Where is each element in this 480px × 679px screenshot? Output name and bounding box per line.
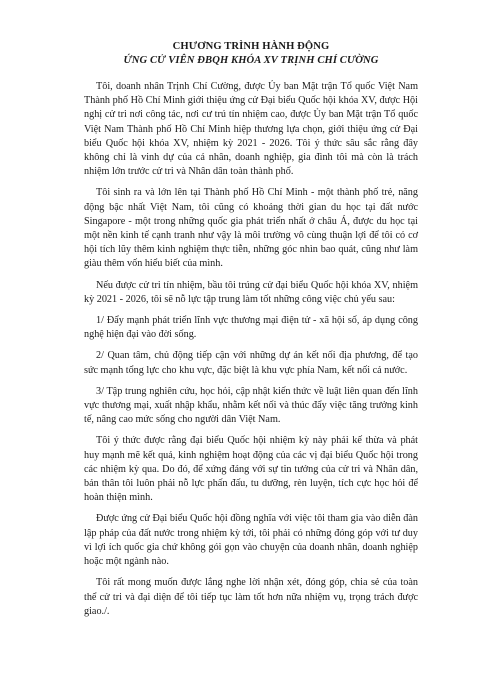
- paragraph-commitment: Nếu được cử tri tín nhiệm, bầu tôi trúng cử đại biểu Quốc hội khóa XV, nhiệm kỳ 2021 - 2026, tôi sẽ nỗ lực tập trung làm tốt những công việc chủ yếu sau:: [84, 279, 418, 305]
- paragraph-item-1: 1/ Đẩy mạnh phát triển lĩnh vực thương mại điện tử - xã hội số, áp dụng công nghệ hiện đại vào đời sống.: [84, 315, 418, 341]
- paragraph-background: Tôi sinh ra và lớn lên tại Thành phố Hồ Chí Minh - một thành phố trẻ, năng động bậc nhất Việt Nam, tôi cũng có khoảng thời gian du học tại đất nước Singapore - một trong những quốc gia phát triển nhất ở châu Á, được du học tại một nền kinh tế cạnh tranh như vậy là môi trường vô cùng thuận lợi để tôi có cơ hội tích lũy thêm kinh nghiệm thực tiễn, những góc nhìn bao quát, cũng như làm giàu thêm vốn hiểu biết của mình.: [84, 187, 418, 270]
- document-title: CHƯƠNG TRÌNH HÀNH ĐỘNG: [172, 41, 330, 52]
- document-subtitle: ỨNG CỬ VIÊN ĐBQH KHÓA XV TRỊNH CHÍ CƯỜNG: [123, 55, 379, 66]
- paragraph-item-3: 3/ Tập trung nghiên cứu, học hỏi, cập nhật kiến thức về luật liên quan đến lĩnh vực thương mại, xuất nhập khẩu, nhằm kết nối và thúc đẩy việc tăng trưởng kinh tế, nâng cao mức sống cho người dân Việt Nam.: [84, 385, 418, 426]
- paragraph-legislative: Được ứng cử Đại biểu Quốc hội đồng nghĩa với việc tôi tham gia vào diễn đàn lập pháp của đất nước trong nhiệm kỳ tới, tôi phải có những đóng góp với tư duy vì lợi ích quốc gia chứ không gói gọn vào chuyện của doanh nhân, doanh nghiệp hoặc một ngành nào.: [84, 513, 418, 568]
- paragraph-introduction: Tôi, doanh nhân Trịnh Chí Cường, được Ủy ban Mặt trận Tổ quốc Việt Nam Thành phố Hồ Chí Minh giới thiệu ứng cử Đại biểu Quốc hội khóa XV, được Hội nghị cử tri nơi công tác, nơi cư trú tín nhiệm cao, được Ủy ban Mặt trận Tổ quốc Việt Nam Thành phố Hồ Chí Minh hiệp thương lựa chọn, giới thiệu ứng cử Đại biểu Quốc hội khóa XV, nhiệm kỳ 2021 - 2026. Tôi ý thức sâu sắc rằng đây không chỉ là vinh dự của cá nhân, doanh nghiệp, gia đình tôi mà còn là trách nhiệm lớn trước cử tri và Nhân dân toàn thành phố.: [84, 81, 418, 178]
- paragraph-closing: Tôi rất mong muốn được lắng nghe lời nhận xét, đóng góp, chia sẻ của toàn thể cử tri và đại diện để tôi tiếp tục làm tốt hơn nữa nhiệm vụ, trọng trách được giao./.: [84, 577, 418, 617]
- document-body: [84, 80, 418, 619]
- paragraph-item-2: 2/ Quan tâm, chủ động tiếp cận với những dự án kết nối địa phương, để tạo sức mạnh tổng lực cho khu vực, đặc biệt là khu vực phía Nam, kết nối cả nước.: [84, 350, 418, 376]
- paragraph-awareness: Tôi ý thức được rằng đại biểu Quốc hội nhiệm kỳ này phải kế thừa và phát huy mạnh mẽ kết quả, kinh nghiệm hoạt động của các vị đại biểu Quốc hội trong các nhiệm kỳ qua. Do đó, để xứng đáng với sự tin tưởng của cử tri và Nhân dân, bản thân tôi luôn phải nỗ lực phấn đấu, tu dưỡng, rèn luyện, tích cực học hỏi để hoàn thiện mình.: [84, 435, 418, 504]
